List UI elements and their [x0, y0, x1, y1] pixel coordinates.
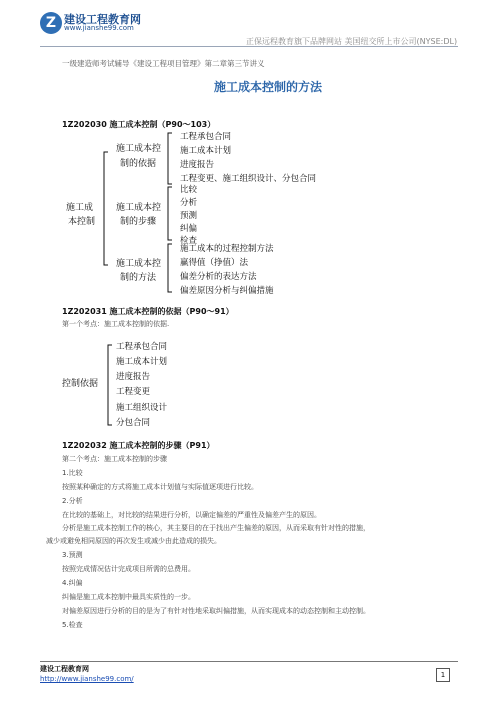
body-line: 纠偏是施工成本控制中最具实质性的一步。 — [62, 593, 195, 601]
step-heading: 1.比较 — [62, 469, 83, 477]
group-1-label-line-2: 制的依据 — [120, 159, 157, 169]
section-2-item: 施工组织设计 — [116, 403, 168, 413]
group-2-item: 纠偏 — [180, 224, 198, 234]
section-1-heading: 1Z202030 施工成本控制（P90～103） — [62, 120, 216, 129]
section-3-note: 第二个考点：施工成本控制的步骤 — [62, 455, 167, 463]
section-2-item: 工程变更 — [116, 387, 151, 397]
group-1-item: 工程变更、施工组织设计、分包合同 — [180, 174, 317, 184]
group-2-item: 检查 — [180, 236, 198, 246]
group-3-label-line-2: 制的方法 — [120, 273, 157, 283]
header-slogan: 正保远程教育旗下品牌网站 美国纽交所上市公司(NYSE:DL) — [246, 37, 458, 46]
group-2-item: 预测 — [180, 211, 198, 221]
section-2-item: 施工成本计划 — [116, 357, 168, 367]
section-2-heading: 1Z202031 施工成本控制的依据（P90～91） — [62, 307, 234, 316]
body-line: 分析是施工成本控制工作的核心，其主要目的在于找出产生偏差的原因，从而采取有针对性的措施， — [62, 524, 370, 532]
course-line: 一级建造师考试辅导《建设工程项目管理》第二章第三节讲义 — [62, 59, 265, 68]
group-2-item: 分析 — [180, 198, 198, 208]
logo-icon: Z — [40, 12, 62, 34]
body-line: 按照完成情况估计完成项目所需的总费用。 — [62, 565, 195, 573]
group-2-item: 比较 — [180, 185, 198, 195]
footer-divider — [40, 661, 458, 662]
group-3-item: 施工成本的过程控制方法 — [180, 244, 274, 254]
body-line: 对偏差原因进行分析的目的是为了有针对性地采取纠偏措施，从而实现成本的动态控制和主动控制。 — [62, 607, 370, 615]
section-2-root: 控制依据 — [62, 379, 99, 389]
page-number: 1 — [436, 668, 450, 682]
group-1-item: 施工成本计划 — [180, 146, 232, 156]
body-line: 减少或避免相同原因的再次发生或减少由此造成的损失。 — [46, 537, 221, 545]
body-line: 按照某种确定的方式将施工成本计划值与实际值逐项进行比较。 — [62, 483, 258, 491]
footer-site-name: 建设工程教育网 — [40, 665, 89, 673]
step-heading: 5.检查 — [62, 621, 83, 629]
body-line: 在比较的基础上，对比较的结果进行分析，以确定偏差的严重性及偏差产生的原因。 — [62, 511, 321, 519]
footer-url-link[interactable]: http://www.jianshe99.com/ — [40, 675, 134, 683]
group-3-item: 偏差分析的表达方法 — [180, 272, 257, 282]
group-3-item: 赢得值（挣值）法 — [180, 258, 249, 268]
section-2-item: 分包合同 — [116, 418, 151, 428]
group-3-label-line-1: 施工成本控 — [116, 259, 162, 269]
section-2-item: 进度报告 — [116, 372, 151, 382]
step-heading: 2.分析 — [62, 497, 83, 505]
group-2-label-line-1: 施工成本控 — [116, 203, 162, 213]
document-title: 施工成本控制的方法 — [214, 80, 323, 94]
section-3-heading: 1Z202032 施工成本控制的步骤（P91） — [62, 441, 215, 450]
logo-url: www.jianshe99.com — [64, 24, 134, 32]
group-1-label-line-1: 施工成本控 — [116, 144, 162, 154]
logo-name: 建设工程教育网 — [64, 13, 141, 26]
mind-map-root-line-2: 本控制 — [68, 217, 96, 227]
group-1-item: 进度报告 — [180, 160, 215, 170]
section-2-note: 第一个考点：施工成本控制的依据. — [62, 320, 170, 328]
mind-map-root-line-1: 施工成 — [66, 203, 94, 213]
section-2-item: 工程承包合同 — [116, 342, 168, 352]
group-1-item: 工程承包合同 — [180, 132, 232, 142]
group-2-label-line-2: 制的步骤 — [120, 217, 157, 227]
group-3-item: 偏差原因分析与纠偏措施 — [180, 286, 274, 296]
step-heading: 4.纠偏 — [62, 579, 83, 587]
step-heading: 3.预测 — [62, 551, 83, 559]
